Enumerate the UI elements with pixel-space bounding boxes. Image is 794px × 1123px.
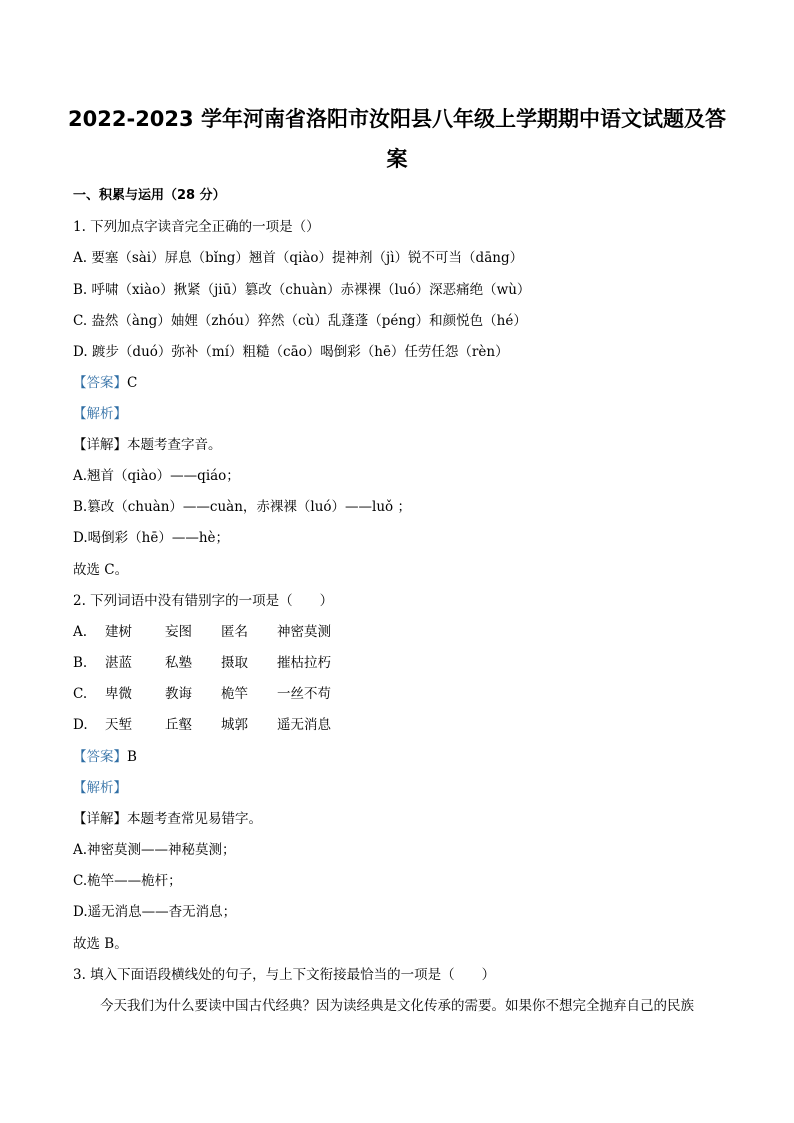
option-word: 湛蓝 xyxy=(105,655,132,671)
question-2-option-d xyxy=(73,715,331,735)
question-1-note-a: A.翘首（qiào）——qiáo； xyxy=(73,468,240,484)
question-2-answer xyxy=(73,747,137,767)
option-word: 匿名 xyxy=(221,624,248,640)
option-letter: D. xyxy=(73,717,88,733)
option-word: 摄取 xyxy=(221,655,248,671)
answer-tag: 【答案】 xyxy=(73,749,127,765)
question-2-option-b xyxy=(73,653,331,673)
question-2-note-d: D.遥无消息——杳无消息； xyxy=(73,904,237,920)
question-2-detail xyxy=(73,809,262,829)
option-word: 摧枯拉朽 xyxy=(277,655,331,671)
option-word: 教诲 xyxy=(165,686,192,702)
detail-tag: 【详解】 xyxy=(73,811,127,827)
question-1-option-a: A. 要塞（sài）屏息（bǐng）翘首（qiào）提神剂（jì）锐不可当（dāng） xyxy=(73,250,524,266)
analysis-tag: 【解析】 xyxy=(73,780,127,796)
detail-tag: 【详解】 xyxy=(73,437,127,453)
option-word: 遥无消息 xyxy=(277,717,331,733)
question-1-option-b: B. 呼啸（xiào）揪紧（jiū）篡改（chuàn）赤裸裸（luó）深恶痛绝（wù） xyxy=(73,282,531,298)
question-2-stem: 2. 下列词语中没有错别字的一项是（ ） xyxy=(73,593,334,609)
answer-tag: 【答案】 xyxy=(73,375,127,391)
question-2-note-a: A.神密莫测——神秘莫测； xyxy=(73,842,236,858)
question-1-detail xyxy=(73,435,222,455)
question-2-option-a xyxy=(73,622,331,642)
answer-value: C xyxy=(127,375,138,391)
answer-value: B xyxy=(127,749,137,765)
option-word: 丘壑 xyxy=(165,717,192,733)
question-1-stem: 1. 下列加点字读音完全正确的一项是（） xyxy=(73,219,320,235)
option-letter: A. xyxy=(73,624,88,640)
option-word: 桅竿 xyxy=(221,686,248,702)
option-letter: C. xyxy=(73,686,88,702)
analysis-tag: 【解析】 xyxy=(73,406,127,422)
question-2-analysis xyxy=(73,778,127,798)
question-3-stem: 3. 填入下面语段横线处的句子，与上下文衔接最恰当的一项是（ ） xyxy=(73,967,496,983)
option-word: 卑微 xyxy=(105,686,132,702)
document-title-line1: 2022-2023 学年河南省洛阳市汝阳县八年级上学期期中语文试题及答 xyxy=(68,107,726,131)
question-1-note-d: D.喝倒彩（hē）——hè； xyxy=(73,530,230,546)
detail-text: 本题考查常见易错字。 xyxy=(127,811,262,827)
option-word: 天堑 xyxy=(105,717,132,733)
question-1-option-c: C. 盎然（àng）妯娌（zhóu）猝然（cù）乱蓬蓬（péng）和颜悦色（hé） xyxy=(73,313,527,329)
option-letter: B. xyxy=(73,655,88,671)
question-3-passage: 今天我们为什么要读中国古代经典？因为读经典是文化传承的需要。如果你不想完全抛弃自己的民族 xyxy=(100,998,694,1014)
question-2-note-c: C.桅竿——桅杆； xyxy=(73,873,182,889)
question-1-option-d: D. 踱步（duó）弥补（mí）粗糙（cāo）喝倒彩（hē）任劳任怨（rèn） xyxy=(73,344,509,360)
question-1-note-b: B.篡改（chuàn）——cuàn，赤裸裸（luó）——luǒ ； xyxy=(73,499,411,515)
question-1-conclusion: 故选 C。 xyxy=(73,562,129,578)
option-word: 私塾 xyxy=(165,655,192,671)
option-word: 神密莫测 xyxy=(277,624,331,640)
option-word: 妄图 xyxy=(165,624,192,640)
question-2-conclusion: 故选 B。 xyxy=(73,936,128,952)
option-word: 一丝不苟 xyxy=(277,686,331,702)
detail-text: 本题考查字音。 xyxy=(127,437,222,453)
section-heading: 一、积累与运用（28 分） xyxy=(73,188,226,203)
option-word: 建树 xyxy=(105,624,132,640)
option-word: 城郭 xyxy=(221,717,248,733)
question-1-answer xyxy=(73,373,137,393)
document-title-line2: 案 xyxy=(386,147,408,171)
question-2-option-c xyxy=(73,684,331,704)
question-1-analysis xyxy=(73,404,127,424)
